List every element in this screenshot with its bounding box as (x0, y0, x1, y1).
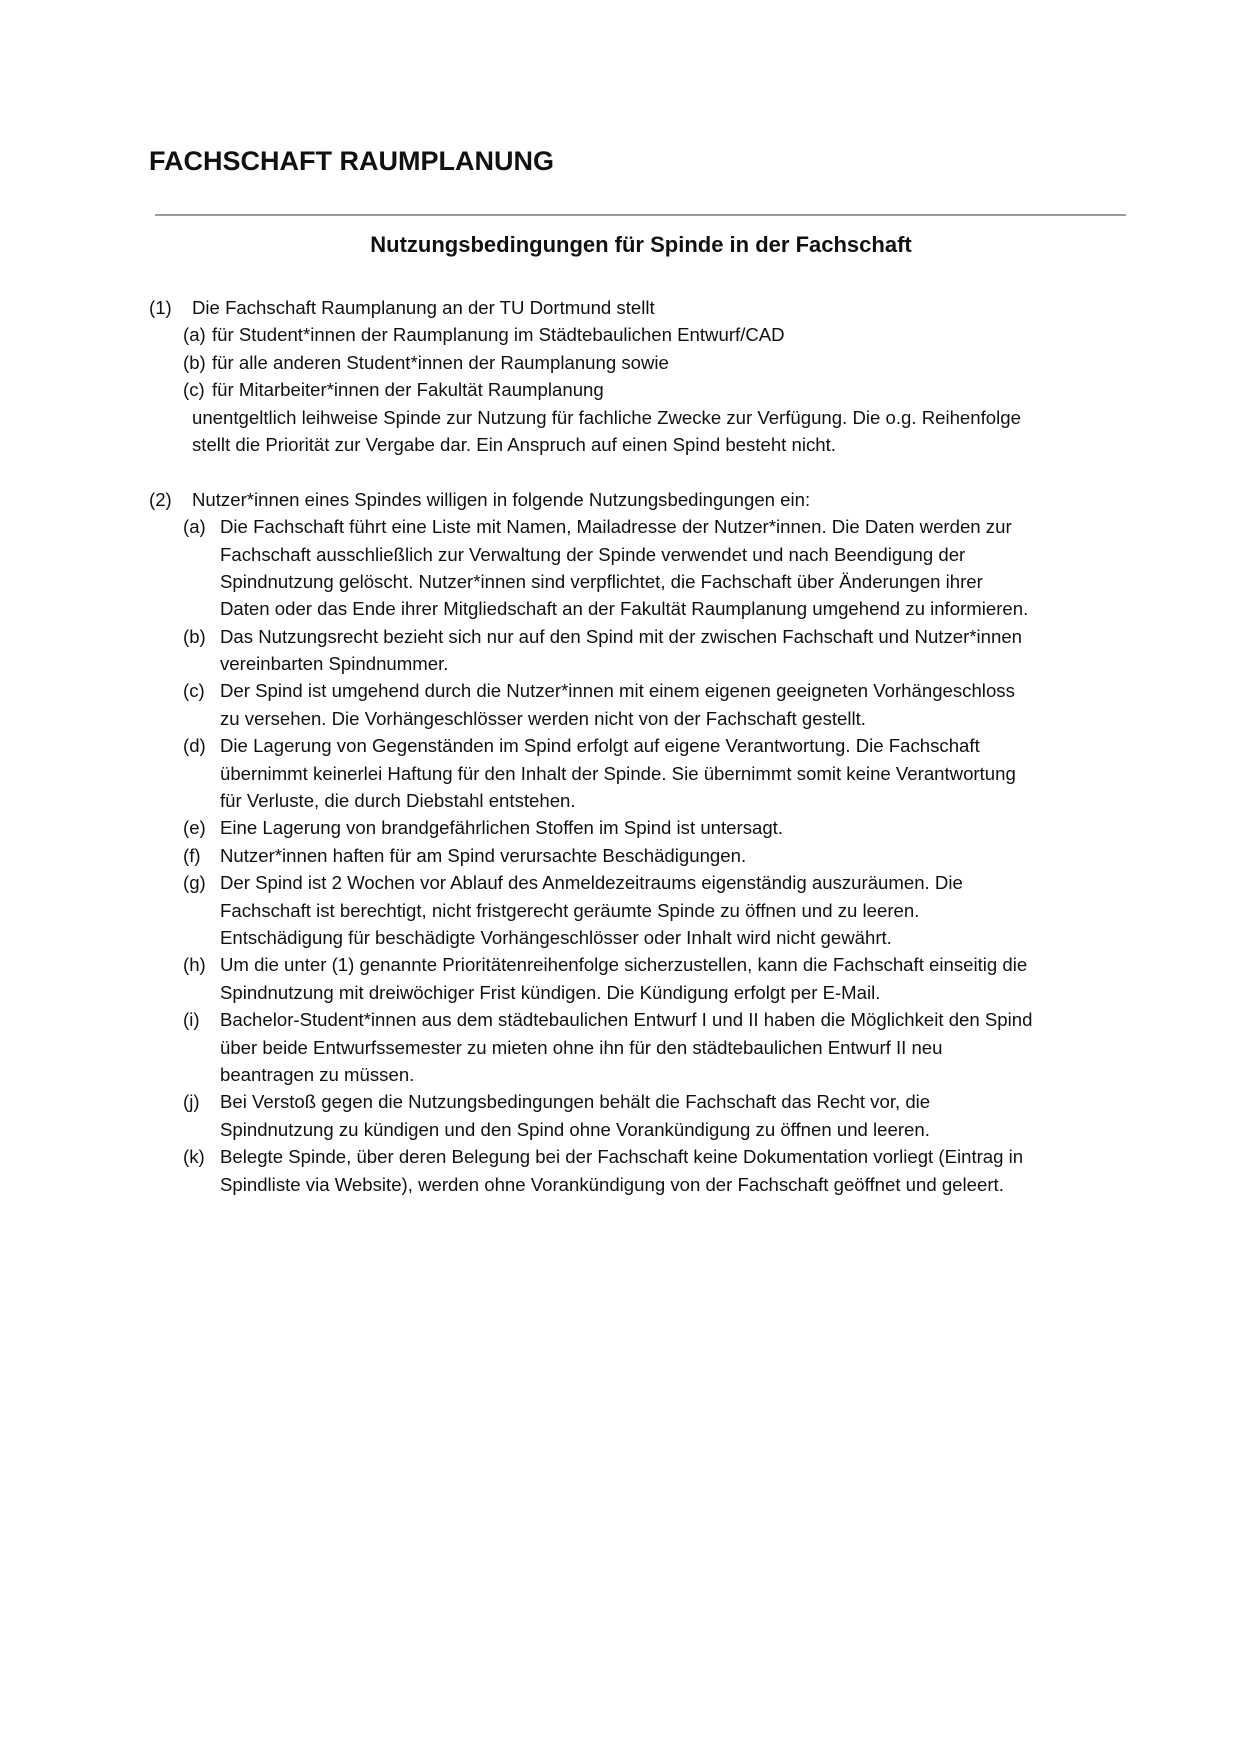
list-item-line (0, 924, 1242, 951)
list-item-text: Nutzer*innen haften für am Spind verursachte Beschädigungen. (220, 844, 747, 866)
section-intro-text: Nutzer*innen eines Spindes willigen in folgende Nutzungsbedingungen ein: (192, 488, 811, 510)
document-subtitle: Nutzungsbedingungen für Spinde in der Fachschaft (370, 232, 912, 257)
list-item-text: Daten oder das Ende ihrer Mitgliedschaft an der Fakultät Raumplanung umgehend zu informieren. (220, 598, 1029, 620)
section-gap (0, 458, 1242, 485)
list-item-text: für Student*innen der Raumplanung im Städtebaulichen Entwurf/CAD (212, 324, 785, 346)
list-item-line (0, 897, 1242, 924)
list-item-label: (c) (183, 379, 205, 401)
section-closing-text: stellt die Priorität zur Vergabe dar. Ein Anspruch auf einen Spind besteht nicht. (192, 433, 836, 455)
section-number: (2) (149, 488, 172, 510)
list-item-line (0, 979, 1242, 1006)
list-item-line (0, 1034, 1242, 1061)
list-item-text: Fachschaft ausschließlich zur Verwaltung der Spinde verwendet und nach Beendigung der (220, 543, 966, 565)
list-item-text: Die Fachschaft führt eine Liste mit Namen, Mailadresse der Nutzer*innen. Die Daten werden zur (220, 516, 1012, 538)
list-item-text: Eine Lagerung von brandgefährlichen Stoffen im Spind ist untersagt. (220, 817, 784, 839)
list-item-line (0, 869, 1242, 896)
list-item-text: beantragen zu müssen. (220, 1063, 415, 1085)
list-item-line (0, 1088, 1242, 1115)
list-item-text: Entschädigung für beschädigte Vorhängeschlösser oder Inhalt wird nicht gewährt. (220, 926, 892, 948)
list-item-text: zu versehen. Die Vorhängeschlösser werden nicht von der Fachschaft gestellt. (220, 707, 866, 729)
list-item-line (0, 321, 1242, 348)
list-item-text: Bachelor-Student*innen aus dem städtebaulichen Entwurf I und II haben die Möglichkeit den Spind (220, 1009, 1033, 1031)
list-item-text: Belegte Spinde, über deren Belegung bei der Fachschaft keine Dokumentation vorliegt (Eintrag in (220, 1146, 1024, 1168)
list-item-text: vereinbarten Spindnummer. (220, 653, 449, 675)
list-item-line (0, 1116, 1242, 1143)
list-item-line (0, 595, 1242, 622)
list-item-line (0, 787, 1242, 814)
list-item-label: (k) (183, 1146, 205, 1168)
list-item-line (0, 1171, 1242, 1198)
page-title: FACHSCHAFT RAUMPLANUNG (149, 146, 554, 176)
list-item-text: über beide Entwurfssemester zu mieten ohne ihn für den städtebaulichen Entwurf II neu (220, 1036, 943, 1058)
list-item-line (0, 732, 1242, 759)
section-1 (0, 294, 1242, 458)
list-item-label: (f) (183, 844, 201, 866)
list-item-line (0, 650, 1242, 677)
list-item-line (0, 376, 1242, 403)
list-item-line (0, 705, 1242, 732)
document-body (0, 294, 1242, 1198)
list-item-label: (a) (183, 516, 206, 538)
list-item-text: Spindnutzung zu kündigen und den Spind ohne Vorankündigung zu öffnen und leeren. (220, 1118, 930, 1140)
list-item-label: (i) (183, 1009, 200, 1031)
list-item-label: (g) (183, 872, 206, 894)
section-closing-text: unentgeltlich leihweise Spinde zur Nutzung für fachliche Zwecke zur Verfügung. Die o.g. Reihenfolge (192, 406, 1021, 428)
list-item-text: Das Nutzungsrecht bezieht sich nur auf den Spind mit der zwischen Fachschaft und Nutzer*innen (220, 625, 1023, 647)
list-item-text: Fachschaft ist berechtigt, nicht fristgerecht geräumte Spinde zu öffnen und zu leeren. (220, 899, 920, 921)
list-item-label: (a) (183, 324, 206, 346)
section-number: (1) (149, 297, 172, 318)
list-item-text: Spindliste via Website), werden ohne Vorankündigung von der Fachschaft geöffnet und geleert. (220, 1173, 1004, 1195)
list-item-line (0, 623, 1242, 650)
section-intro (0, 294, 1242, 321)
list-item-line (0, 1143, 1242, 1170)
list-item-label: (h) (183, 954, 206, 976)
list-item-line (0, 842, 1242, 869)
list-item-line (0, 814, 1242, 841)
list-item-label: (e) (183, 817, 206, 839)
list-item-label: (d) (183, 735, 206, 757)
list-item-label: (c) (183, 680, 205, 702)
list-item-line (0, 760, 1242, 787)
list-item-label: (j) (183, 1091, 200, 1113)
section-2 (0, 486, 1242, 1198)
list-item-label: (b) (183, 351, 206, 373)
list-item-line (0, 349, 1242, 376)
section-intro-text: Die Fachschaft Raumplanung an der TU Dortmund stellt (192, 297, 655, 318)
list-item-text: Der Spind ist umgehend durch die Nutzer*innen mit einem eigenen geeigneten Vorhängeschloss (220, 680, 1015, 702)
list-item-line (0, 541, 1242, 568)
list-item-line (0, 951, 1242, 978)
list-item-text: für alle anderen Student*innen der Raumplanung sowie (212, 351, 669, 373)
list-item-text: Spindnutzung mit dreiwöchiger Frist kündigen. Die Kündigung erfolgt per E-Mail. (220, 981, 881, 1003)
list-item-text: übernimmt keinerlei Haftung für den Inhalt der Spinde. Sie übernimmt somit keine Verantwortung (220, 762, 1016, 784)
list-item-text: Um die unter (1) genannte Prioritätenreihenfolge sicherzustellen, kann die Fachschaft einseitig die (220, 954, 1028, 976)
list-item-line (0, 513, 1242, 540)
list-item-line (0, 568, 1242, 595)
list-item-text: Spindnutzung gelöscht. Nutzer*innen sind verpflichtet, die Fachschaft über Änderungen ihrer (220, 570, 983, 592)
list-item-label: (b) (183, 625, 206, 647)
list-item-text: Der Spind ist 2 Wochen vor Ablauf des Anmeldezeitraums eigenständig auszuräumen. Die (220, 872, 963, 894)
divider (155, 214, 1126, 216)
list-item-text: für Mitarbeiter*innen der Fakultät Raumplanung (212, 379, 604, 401)
list-item-text: Die Lagerung von Gegenständen im Spind erfolgt auf eigene Verantwortung. Die Fachschaft (220, 735, 980, 757)
list-item-line (0, 1061, 1242, 1088)
list-item-line (0, 677, 1242, 704)
list-item-text: Bei Verstoß gegen die Nutzungsbedingungen behält die Fachschaft das Recht vor, die (220, 1091, 931, 1113)
list-item-text: für Verluste, die durch Diebstahl entstehen. (220, 790, 576, 812)
list-item-line (0, 1006, 1242, 1033)
section-intro (0, 486, 1242, 513)
